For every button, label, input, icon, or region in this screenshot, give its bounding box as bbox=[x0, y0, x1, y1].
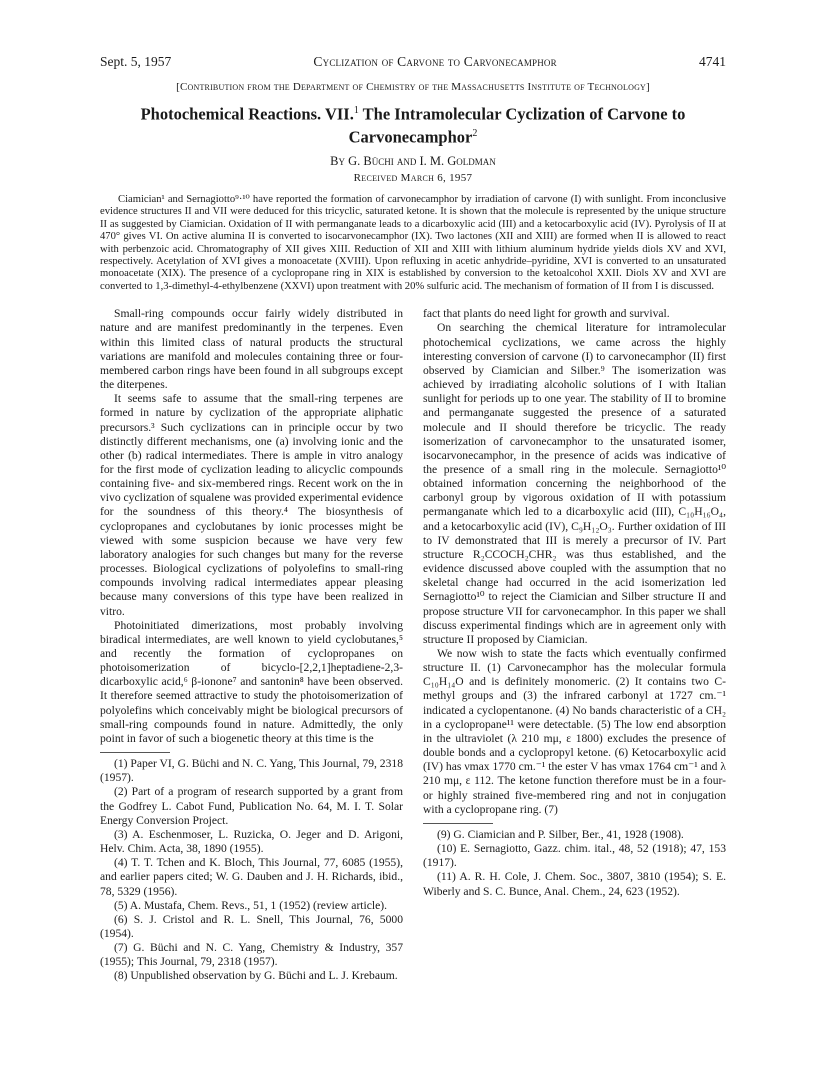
left-paragraph-3: Photoinitiated dimerizations, most probably involving biradical intermediates, are well known to yield cyclobutanes,⁵ and recently the formation of cyclopropanes on photoisomerization of bicyclo-[2,2,1]heptadiene-2,3-dicarboxylic acid,⁶ β-ionone⁷ and santonin⁸ have been observed. It therefore seemed attractive to study the photoisomerization of polyolefins which conceivably might be biological precursors of small-ring compounds found in nature. Admittedly, the only point in favor of such a biogenetic theory at this time is the bbox=[100, 618, 403, 745]
author-byline: By G. Büchi and I. M. Goldman bbox=[330, 154, 496, 168]
running-header bbox=[100, 54, 726, 70]
left-column bbox=[100, 307, 403, 983]
right-paragraph-2: On searching the chemical literature for intramolecular photochemical cyclizations, we came across the highly interesting conversion of carvone (I) to carvonecamphor (II) first observed by Ciamician and Silber.⁹ The isomerization was achieved by irradiating alcoholic solutions of I with Italian sunlight for periods up to one year. The stability of II to bromine and permanganate suggested the presence of a saturated molecule and II should therefore be tricyclic. The ready isomerization of carvonecamphor to the unsaturated isomer, isocarvonecamphor, in the presence of acids was indicative of the presence of a small ring in the molecule. Sernagiotto¹⁰ obtained information concerning the neighborhood of the carbonyl group by vigorous oxidation of II with potassium permanganate which led to a dicarboxylic acid (III), C₁₀H₁₆O₄, and a ketocarboxylic acid (IV), C₉H₁₂O₃. Further oxidation of III to IV demonstrated that III is merely a precursor of IV. Part structure R₂CCOCH₂CHR₂ was thus established, and the evidence discussed above coupled with the assumption that no skeletal change had occurred in the acid isomerization led Sernagiotto¹⁰ to reject the Ciamician and Silber structure II and propose structure VII for carvonecamphor. In this paper we shall discuss experimental findings which are in agreement only with structure II proposed by Ciamician. bbox=[423, 321, 726, 646]
left-paragraph-2: It seems safe to assume that the small-ring terpenes are formed in nature by cyclization of the appropriate aliphatic precursors.³ Such cyclizations can in principle occur by two distinctly different mechanisms, one (a) involving ionic and the other (b) radical intermediates. There is ample in vitro analogy for the first mode of cyclization leading to alicyclic compounds containing five- and six-membered rings. Recent work on the in vivo cyclization of squalene was provided experimental evidence for the soundness of this theory.⁴ The biosynthesis of cyclopropanes and cyclobutanes by ionic processes might be viewed with some suspicion because we have very few laboratory analogies for such changes but many for the reverse processes. Biological cyclizations of polyolefins to small-ring compounds involving radical intermediates appear pleasing because many conversions of this type have been realized in vitro. bbox=[100, 392, 403, 618]
journal-page bbox=[100, 54, 726, 984]
page-number: 4741 bbox=[699, 54, 726, 69]
footnote-divider bbox=[423, 823, 493, 824]
footnote: (1) Paper VI, G. Büchi and N. C. Yang, This Journal, 79, 2318 (1957). bbox=[100, 757, 403, 785]
running-title: Cyclization of Carvone to Carvonecamphor bbox=[313, 54, 557, 69]
footnote-divider bbox=[100, 752, 170, 753]
footnote: (4) T. T. Tchen and K. Bloch, This Journal, 77, 6085 (1955), and earlier papers cited; W. G. Dauben and J. H. Richards, ibid., 78, 5329 (1956). bbox=[100, 856, 403, 898]
body-columns bbox=[100, 307, 726, 983]
footnote: (8) Unpublished observation by G. Büchi and L. J. Krebaum. bbox=[114, 969, 398, 983]
issue-date: Sept. 5, 1957 bbox=[100, 54, 172, 69]
footnote: (2) Part of a program of research supported by a grant from the Godfrey L. Cabot Fund, Publication No. 64, M. I. T. Solar Energy Conversion Project. bbox=[100, 785, 403, 827]
footnote: (5) A. Mustafa, Chem. Revs., 51, 1 (1952) (review article). bbox=[114, 898, 388, 912]
right-paragraph-1: fact that plants do need light for growth and survival. bbox=[423, 307, 670, 321]
footnote: (3) A. Eschenmoser, L. Ruzicka, O. Jeger and D. Arigoni, Helv. Chim. Acta, 38, 1890 (1955). bbox=[100, 827, 403, 856]
footnote: (6) S. J. Cristol and R. L. Snell, This Journal, 76, 5000 (1954). bbox=[100, 912, 403, 940]
title-footnote-2: 2 bbox=[472, 127, 478, 139]
right-paragraph-3: We now wish to state the facts which eventually confirmed structure II. (1) Carvonecamphor has the molecular formula C₁₀H₁₄O and is definitely monomeric. (2) It contains two C-methyl groups and (3) the infrared carbonyl at 1727 cm.⁻¹ indicated a cyclopentanone. (4) No bands characteristic of a CH₂ in a cyclopropane¹¹ were detectable. (5) The low end absorption in the ultraviolet (λ 210 mμ, ε 1800) excludes the presence of double bonds and a cyclopropyl ketone. (6) Ketocarboxylic acid (IV) has νmax 1770 cm.⁻¹ the ester V has νmax 1764 cm⁻¹ and λ 210 mμ, ε 112. The ketone function therefore must be in a four- or highly strained five-membered ring and not in conjugation with a cyclopropane ring. (7) bbox=[423, 647, 726, 816]
title-part-2: The Intramolecular Cyclization of Carvone to Carvonecamphor bbox=[348, 104, 686, 146]
contribution-line: [Contribution from the Department of Chemistry of the Massachusetts Institute of Technology] bbox=[176, 81, 650, 93]
footnote: (11) A. R. H. Cole, J. Chem. Soc., 3807, 3810 (1954); S. E. Wiberly and S. C. Bunce, Anal. Chem., 24, 623 (1952). bbox=[423, 870, 726, 898]
footnote: (7) G. Büchi and N. C. Yang, Chemistry & Industry, 357 (1955); This Journal, 79, 2318 (1957). bbox=[100, 941, 403, 969]
abstract: Ciamician¹ and Sernagiotto⁹·¹⁰ have reported the formation of carvonecamphor by irradiation of carvone (I) with sunlight. From inconclusive evidence structures II and VII were deduced for this tricyclic, saturated ketone. It is shown that the molecule is represented by the unique structure II as suggested by Ciamician. Oxidation of II with permanganate leads to a dicarboxylic acid (III) and a ketocarboxylic acid (IV). Pyrolysis of II at 470° gives VI. On active alumina II is converted to isocarvonecamphor (IX). Two lactones (XII and XIII) are formed when II is allowed to react with perbenzoic acid. Chromatography of XII gives XIII. Reduction of XII and XIII with lithium aluminum hydride yields diols XV and XVI, respectively. Acetylation of XVI gives a monoacetate (XVIII). Upon refluxing in acetic anhydride–pyridine, XVI is converted to an unsaturated monoacetate (XIX). The presence of a cyclopropane ring in XIX is established by conversion to the ketoalcohol XXII. Diols XV and XVI are converted to 1,3-dimethyl-4-ethylbenzene (XXVI) upon treatment with 20% sulfuric acid. The mechanism of formation of II from I is discussed. bbox=[100, 194, 726, 292]
article-title bbox=[100, 101, 726, 146]
right-column bbox=[423, 307, 726, 983]
left-paragraph-1: Small-ring compounds occur fairly widely distributed in nature and are manifest predominantly in the terpenes. Even within this limited class of natural products the structural variations are manifold and molecules containing three or four-membered carbon rings have been found in all subgroups except the diterpenes. bbox=[100, 307, 403, 392]
received-date: Received March 6, 1957 bbox=[353, 172, 473, 184]
title-part-1: Photochemical Reactions. VII. bbox=[140, 104, 354, 124]
footnote: (10) E. Sernagiotto, Gazz. chim. ital., 48, 52 (1918); 47, 153 (1917). bbox=[423, 842, 726, 870]
title-footnote-1: 1 bbox=[353, 105, 359, 116]
footnote: (9) G. Ciamician and P. Silber, Ber., 41, 1928 (1908). bbox=[437, 827, 684, 841]
